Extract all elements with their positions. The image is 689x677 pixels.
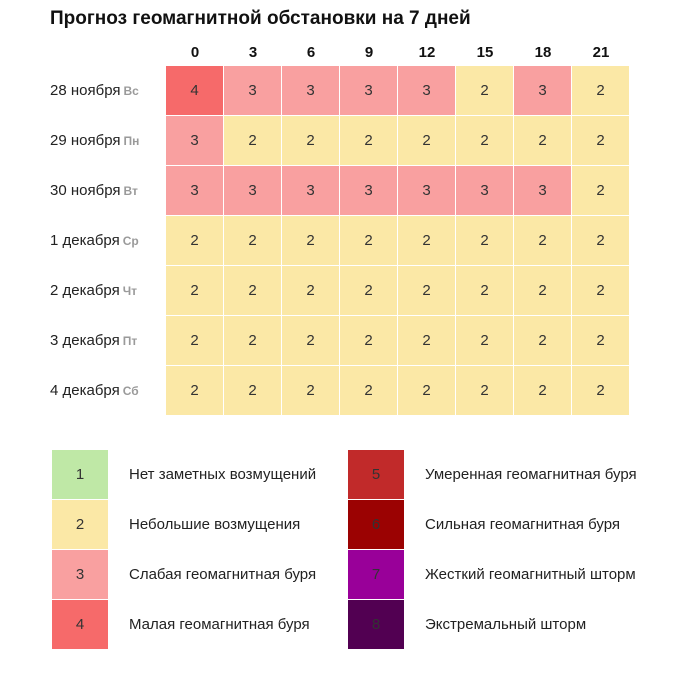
heatmap-cell: 3 — [398, 166, 455, 215]
heatmap-cell: 2 — [572, 66, 629, 115]
heatmap-cell: 2 — [282, 266, 339, 315]
heatmap-cell: 3 — [224, 66, 281, 115]
page-title: Прогноз геомагнитной обстановки на 7 дней — [50, 8, 471, 29]
legend-swatch: 7 — [348, 550, 404, 599]
heatmap-cell: 2 — [224, 316, 281, 365]
day-date: 29 ноября — [50, 132, 121, 149]
hour-header: 9 — [364, 44, 374, 61]
heatmap-cell: 2 — [514, 216, 571, 265]
heatmap-cell: 3 — [282, 66, 339, 115]
heatmap-cell: 2 — [572, 316, 629, 365]
legend-label: Сильная геомагнитная буря — [425, 516, 620, 533]
heatmap-cell: 3 — [166, 166, 223, 215]
day-date: 1 декабря — [50, 232, 120, 249]
heatmap-cell: 2 — [166, 216, 223, 265]
heatmap-cell: 2 — [456, 216, 513, 265]
day-of-week: Сб — [122, 384, 139, 398]
heatmap-cell: 2 — [514, 116, 571, 165]
heatmap-cell: 2 — [166, 316, 223, 365]
day-label — [50, 66, 162, 116]
hour-header: 18 — [534, 44, 552, 61]
legend-label: Нет заметных возмущений — [129, 466, 317, 483]
day-label — [50, 266, 162, 316]
day-date: 4 декабря — [50, 382, 120, 399]
day-of-week: Ср — [122, 234, 139, 248]
heatmap-cell: 3 — [340, 166, 397, 215]
hour-header: 3 — [248, 44, 258, 61]
heatmap-cell: 2 — [282, 316, 339, 365]
heatmap-cell: 2 — [398, 366, 455, 415]
legend-label: Умеренная геомагнитная буря — [425, 466, 637, 483]
legend-swatch: 6 — [348, 500, 404, 549]
legend-label: Небольшие возмущения — [129, 516, 301, 533]
heatmap-cell: 2 — [340, 116, 397, 165]
legend-swatch: 4 — [52, 600, 108, 649]
heatmap-cell: 2 — [340, 216, 397, 265]
heatmap-cell: 3 — [224, 166, 281, 215]
heatmap-cell: 2 — [398, 266, 455, 315]
heatmap-cell: 2 — [456, 366, 513, 415]
heatmap-cell: 2 — [224, 366, 281, 415]
heatmap-cell: 3 — [340, 66, 397, 115]
heatmap-cell: 2 — [340, 316, 397, 365]
day-of-week: Вт — [123, 184, 138, 198]
heatmap-cell: 3 — [514, 66, 571, 115]
day-of-week: Вс — [123, 84, 139, 98]
day-label — [50, 216, 162, 266]
day-date: 2 декабря — [50, 282, 120, 299]
heatmap-cell: 2 — [514, 316, 571, 365]
day-label — [50, 366, 162, 416]
day-of-week: Пн — [123, 134, 140, 148]
day-date: 3 декабря — [50, 332, 120, 349]
heatmap-cell: 2 — [572, 366, 629, 415]
legend-label: Малая геомагнитная буря — [129, 616, 310, 633]
heatmap-cell: 3 — [398, 66, 455, 115]
day-label — [50, 116, 162, 166]
legend-label: Экстремальный шторм — [425, 616, 587, 633]
heatmap-cell: 2 — [398, 116, 455, 165]
heatmap-cell: 2 — [572, 116, 629, 165]
heatmap-cell: 2 — [398, 216, 455, 265]
hour-header: 12 — [418, 44, 436, 61]
day-date: 28 ноября — [50, 82, 121, 99]
day-date: 30 ноября — [50, 182, 121, 199]
day-of-week: Чт — [122, 284, 138, 298]
heatmap-cell: 2 — [572, 266, 629, 315]
hour-header: 0 — [190, 44, 200, 61]
legend-swatch: 5 — [348, 450, 404, 499]
day-label — [50, 316, 162, 366]
heatmap-cell: 2 — [340, 366, 397, 415]
day-label — [50, 166, 162, 216]
heatmap-cell: 2 — [572, 216, 629, 265]
legend-label: Жесткий геомагнитный шторм — [425, 566, 636, 583]
heatmap-cell: 2 — [166, 366, 223, 415]
heatmap-cell: 2 — [224, 116, 281, 165]
hour-header: 15 — [476, 44, 494, 61]
heatmap-cell: 2 — [456, 66, 513, 115]
heatmap-cell: 2 — [166, 266, 223, 315]
heatmap-cell: 2 — [224, 216, 281, 265]
heatmap-cell: 4 — [166, 66, 223, 115]
heatmap-cell: 2 — [456, 266, 513, 315]
heatmap-cell: 2 — [282, 216, 339, 265]
heatmap-cell: 3 — [166, 116, 223, 165]
heatmap-cell: 2 — [514, 366, 571, 415]
heatmap-cell: 2 — [456, 316, 513, 365]
heatmap-cell: 3 — [282, 166, 339, 215]
legend-label: Слабая геомагнитная буря — [129, 566, 317, 583]
legend-swatch: 8 — [348, 600, 404, 649]
heatmap-cell: 2 — [572, 166, 629, 215]
heatmap-cell: 2 — [224, 266, 281, 315]
hour-header: 6 — [306, 44, 316, 61]
legend-swatch: 1 — [52, 450, 108, 499]
heatmap-cell: 3 — [456, 166, 513, 215]
day-of-week: Пт — [122, 334, 138, 348]
heatmap-cell: 2 — [398, 316, 455, 365]
heatmap-cell: 3 — [514, 166, 571, 215]
heatmap-cell: 2 — [282, 366, 339, 415]
legend-swatch: 3 — [52, 550, 108, 599]
heatmap-cell: 2 — [282, 116, 339, 165]
heatmap-cell: 2 — [456, 116, 513, 165]
heatmap-cell: 2 — [514, 266, 571, 315]
legend-swatch: 2 — [52, 500, 108, 549]
hour-header: 21 — [592, 44, 610, 61]
heatmap-cell: 2 — [340, 266, 397, 315]
